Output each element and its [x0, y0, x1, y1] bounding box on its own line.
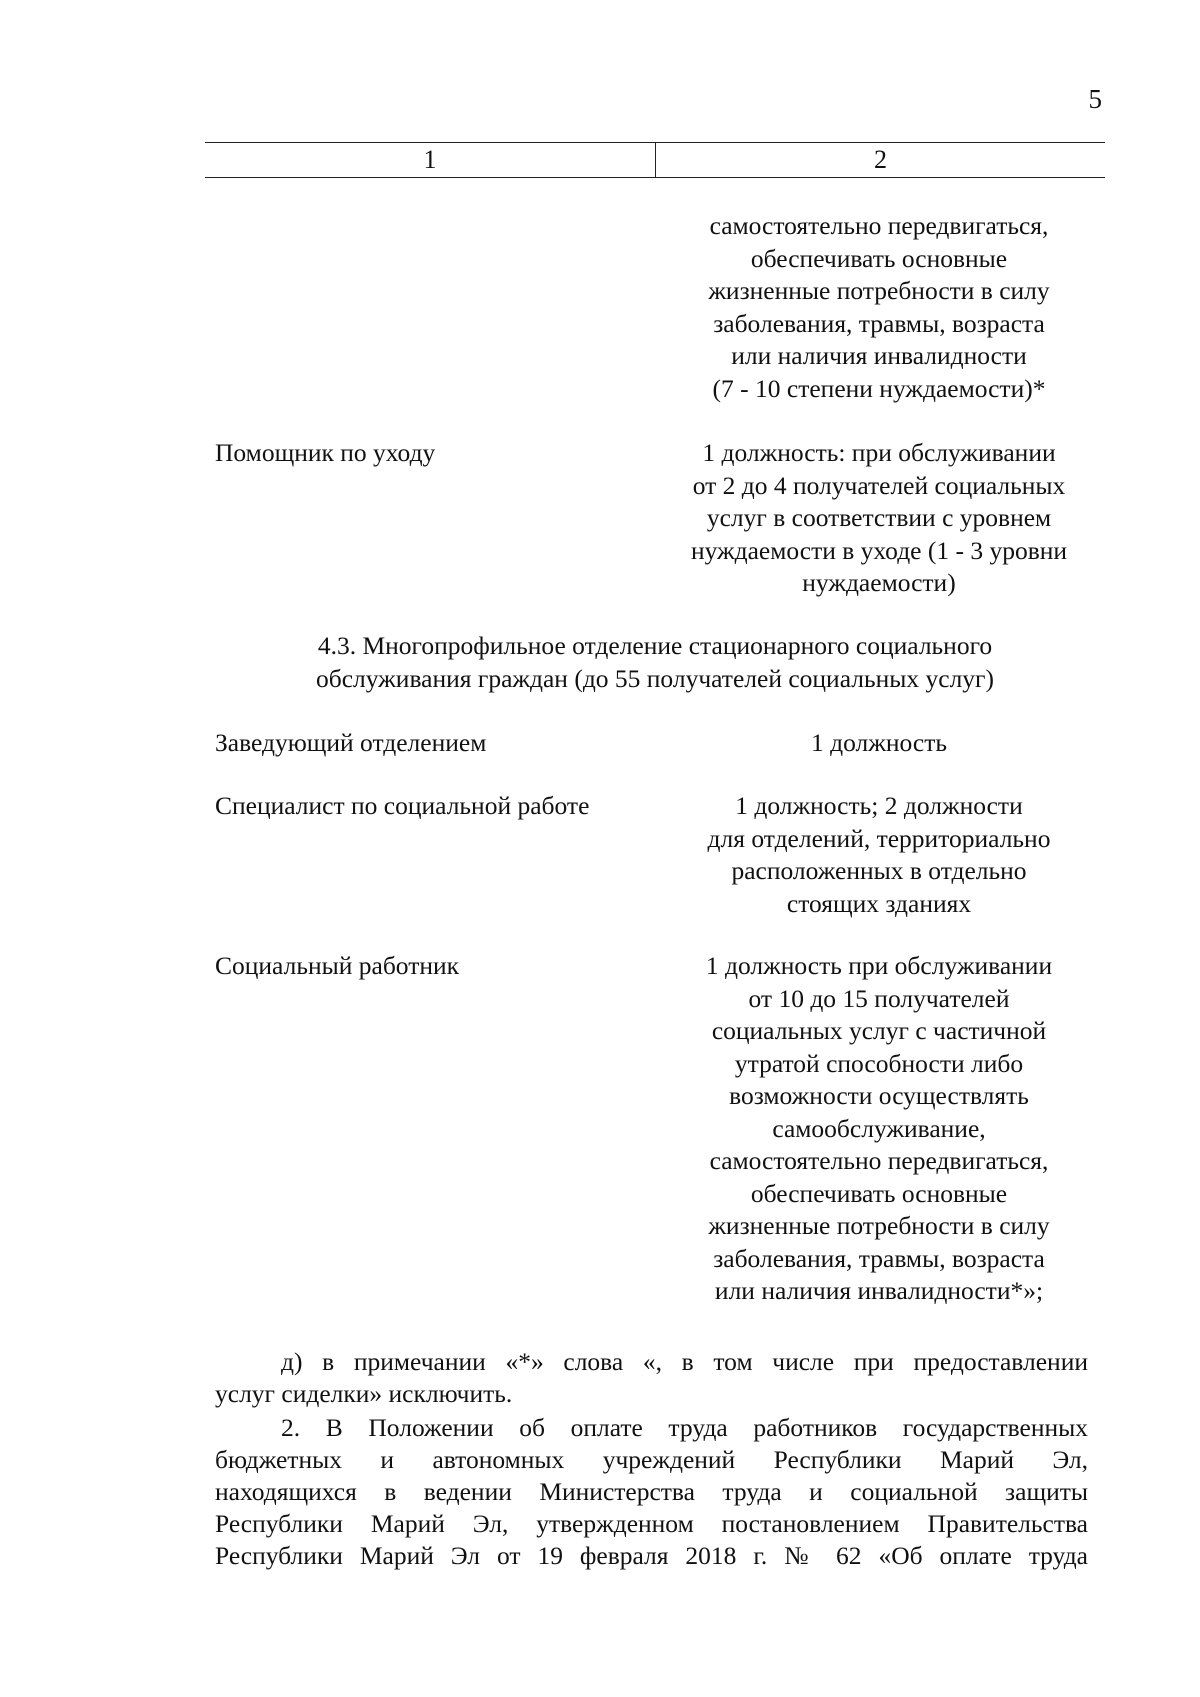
table-header-row	[205, 142, 1105, 178]
section-heading: 4.3. Многопрофильное отделение стационарного социального обслуживания граждан (до 55 получателей социальных услуг)	[316, 631, 994, 693]
paragraph-line: д) в примечании «*» слова «, в том числе при предоставлении	[281, 1347, 1088, 1376]
staffing-norm: 1 должность: при обслуживании от 2 до 4 получателей социальных услуг в соответствии с уровнем нуждаемости в уходе (1 - 3 уровни нуждаемости)	[690, 438, 1068, 597]
table-header-col-1: 1	[205, 143, 656, 177]
paragraph-line: Республики Марий Эл, утвержденном постановлением Правительства	[215, 1509, 1088, 1538]
position-title: Заведующий отделением	[215, 728, 487, 757]
paragraph-2	[215, 1412, 1088, 1572]
position-title: Помощник по уходу	[215, 438, 436, 467]
position-title: Социальный работник	[215, 951, 460, 980]
staffing-norm: 1 должность	[811, 728, 947, 757]
paragraph-d	[215, 1346, 1088, 1410]
staffing-norm: 1 должность; 2 должности для отделений, территориально расположенных в отдельно стоящих зданиях	[707, 791, 1051, 918]
page-number: 5	[1088, 84, 1102, 114]
staffing-norm: 1 должность при обслуживании от 10 до 15 получателей социальных услуг с частичной утратой способности либо возможности осуществлять самообслуживание, самостоятельно передвигаться, обеспечивать основные жизненные потребности в силу заболевания, травмы, возраста или наличия инвалидности*»;	[705, 951, 1053, 1305]
paragraph-line: бюджетных и автономных учреждений Республики Марий Эл,	[215, 1445, 1088, 1474]
paragraph-line: услуг сиделки» исключить.	[215, 1379, 513, 1408]
table-header-col-2: 2	[874, 145, 887, 174]
continuation-norm-text: самостоятельно передвигаться, обеспечивать основные жизненные потребности в силу заболевания, травмы, возраста или наличия инвалидности (7 - 10 степени нуждаемости)*	[708, 211, 1050, 403]
paragraph-line: находящихся в ведении Министерства труда и социальной защиты	[215, 1477, 1088, 1506]
paragraph-line: Республики Марий Эл от 19 февраля 2018 г. № 62 «Об оплате труда	[215, 1541, 1088, 1570]
position-title: Специалист по социальной работе	[215, 791, 590, 820]
paragraph-line: 2. В Положении об оплате труда работников государственных	[281, 1413, 1088, 1442]
